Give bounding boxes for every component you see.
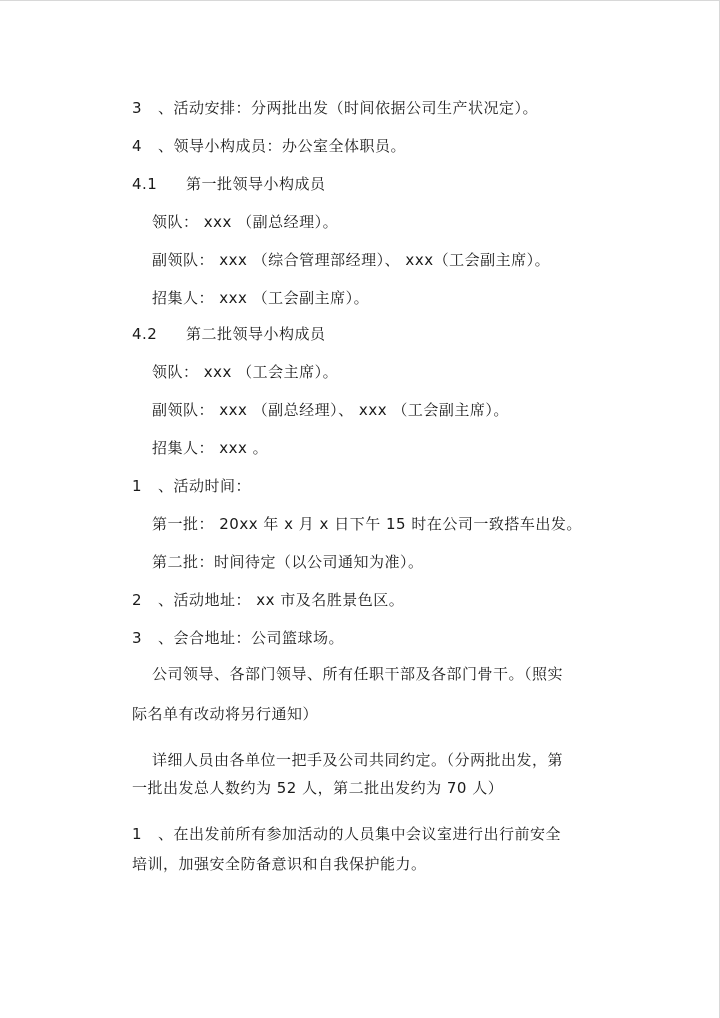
subsection-second-batch xyxy=(132,324,326,344)
subsection-number: 4.1 xyxy=(132,175,158,193)
first-batch-time xyxy=(152,514,582,534)
details-paragraph-line1 xyxy=(152,750,563,770)
line-text: 培训，加强安全防备意识和自我保护能力。 xyxy=(132,855,427,873)
item-number: 1 xyxy=(132,477,143,495)
item-activity-arrangement xyxy=(132,98,538,118)
line-text: 招集人： xxx 。 xyxy=(152,439,269,457)
line-text: 详细人员由各单位一把手及公司共同约定。（分两批出发，第 xyxy=(152,751,564,769)
first-batch-convener xyxy=(152,288,369,308)
second-batch-convener xyxy=(152,438,268,458)
line-text: 领队： xxx （副总经理）。 xyxy=(152,213,339,231)
item-number: 2 xyxy=(132,591,143,609)
line-text: 公司领导、各部门领导、所有任职干部及各部门骨干。（照实 xyxy=(152,665,564,683)
second-batch-time xyxy=(152,552,424,572)
line-text: 招集人： xxx （工会副主席）。 xyxy=(152,289,370,307)
item-text: 、活动地址： xx 市及名胜景色区。 xyxy=(158,591,405,609)
subsection-title: 第一批领导小构成员 xyxy=(186,175,326,193)
item-safety-training-line1 xyxy=(132,824,561,844)
line-text: 际名单有改动将另行通知） xyxy=(132,705,319,723)
second-batch-leader xyxy=(152,362,338,382)
item-text: 、活动安排：分两批出发（时间依据公司生产状况定）。 xyxy=(158,99,539,117)
line-text: 副领队： xxx （综合管理部经理）、 xxx（工会副主席）。 xyxy=(152,251,551,269)
first-batch-deputy-leader xyxy=(152,250,550,270)
item-number: 3 xyxy=(132,99,143,117)
subsection-number: 4.2 xyxy=(132,325,158,343)
item-activity-time xyxy=(132,476,251,496)
details-paragraph-line2 xyxy=(132,778,503,798)
item-safety-training-line2 xyxy=(132,854,427,874)
item-text: 、领导小构成员：办公室全体职员。 xyxy=(158,137,407,155)
item-number: 4 xyxy=(132,137,143,155)
line-text: 副领队： xxx （副总经理）、 xxx （工会副主席）。 xyxy=(152,401,509,419)
item-text: 、会合地址：公司篮球场。 xyxy=(158,629,345,647)
subsection-first-batch xyxy=(132,174,326,194)
item-text: 、在出发前所有参加活动的人员集中会议室进行出行前安全 xyxy=(158,825,562,843)
item-leadership-group xyxy=(132,136,406,156)
item-number: 1 xyxy=(132,825,143,843)
first-batch-leader xyxy=(152,212,338,232)
page-border-top xyxy=(0,0,720,1)
participants-paragraph-line1 xyxy=(152,664,563,684)
second-batch-deputy-leader xyxy=(152,400,509,420)
item-activity-location xyxy=(132,590,404,610)
item-number: 3 xyxy=(132,629,143,647)
line-text: 一批出发总人数约为 52 人，第二批出发约为 70 人） xyxy=(132,779,504,797)
line-text: 第二批：时间待定（以公司通知为准）。 xyxy=(152,553,424,571)
item-meeting-point xyxy=(132,628,344,648)
item-text: 、活动时间： xyxy=(158,477,252,495)
participants-paragraph-line2 xyxy=(132,704,318,724)
subsection-title: 第二批领导小构成员 xyxy=(186,325,326,343)
line-text: 领队： xxx （工会主席）。 xyxy=(152,363,339,381)
line-text: 第一批： 20xx 年 x 月 x 日下午 15 时在公司一致搭车出发。 xyxy=(152,515,582,533)
